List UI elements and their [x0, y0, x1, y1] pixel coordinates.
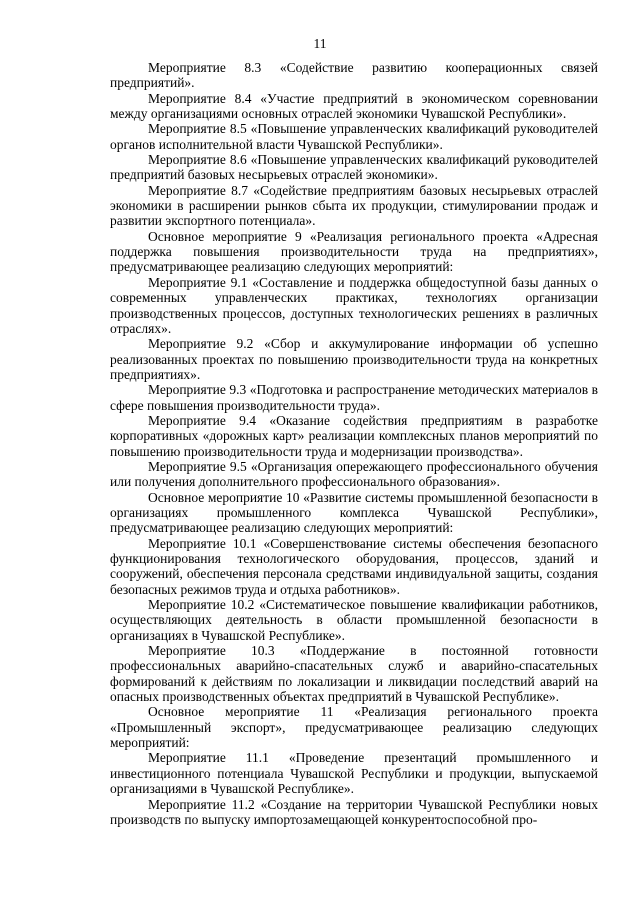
paragraph: Мероприятие 8.5 «Повышение управленческих квалификаций руководителей органов исполнительной власти Чувашской Республики». [110, 121, 598, 152]
paragraph: Основное мероприятие 11 «Реализация регионального проекта «Промышленный экспорт», предусматривающее реализацию следующих мероприятий: [110, 704, 598, 751]
paragraph: Мероприятие 11.2 «Создание на территории Чувашской Республики новых производств по выпуску импортозамещающей конкурентоспособной про- [110, 796, 598, 827]
document-body [110, 60, 598, 827]
paragraph: Мероприятие 9.4 «Оказание содействия предприятиям в разработке корпоративных «дорожных карт» реализации комплексных планов мероприятий по повышению производительности труда и модернизации производства». [110, 412, 598, 459]
paragraph: Мероприятие 9.2 «Сбор и аккумулирование информации об успешно реализованных проектах по повышению производительности труда на конкретных предприятиях». [110, 336, 598, 382]
paragraph: Основное мероприятие 9 «Реализация регионального проекта «Адресная поддержка повышения производительности труда на предприятиях», предусматривающее реализацию следующих мероприятий: [110, 228, 598, 275]
paragraph: Мероприятие 10.3 «Поддержание в постоянной готовности профессиональных аварийно-спасательных служб и аварийно-спасательных формирований к действиям по локализации и ликвидации последствий аварий на опасных производственных объектах предприятий в Чувашской Республике». [110, 643, 598, 705]
paragraph: Мероприятие 10.1 «Совершенствование системы обеспечения безопасного функционирования технологического оборудования, процессов, зданий и сооружений, обеспечения персонала средствами индивидуальной защиты, создания безопасных режимов труда и отдыха работников». [110, 535, 598, 597]
paragraph: Мероприятие 9.3 «Подготовка и распространение методических материалов в сфере повышения производительности труда». [110, 382, 598, 413]
paragraph: Мероприятие 8.4 «Участие предприятий в экономическом соревновании между организациями основных отраслей экономики Чувашской Республики». [110, 90, 598, 122]
page-number: 11 [313, 36, 327, 51]
paragraph: Мероприятие 11.1 «Проведение презентаций промышленного и инвестиционного потенциала Чувашской Республики и продукции, выпускаемой организациями в Чувашской Республике». [110, 750, 598, 797]
paragraph: Мероприятие 8.7 «Содействие предприятиям базовых несырьевых отраслей экономики в расширении рынков сбыта их продукции, стимулировании продаж и развитии экспортного потенциала». [110, 182, 598, 229]
paragraph: Мероприятие 8.3 «Содействие развитию кооперационных связей предприятий». [110, 60, 598, 91]
paragraph: Мероприятие 8.6 «Повышение управленческих квалификаций руководителей предприятий базовых несырьевых отраслей экономики». [110, 152, 598, 183]
paragraph: Мероприятие 10.2 «Систематическое повышение квалификации работников, осуществляющих деятельность в области промышленной безопасности в организациях в Чувашской Республике». [110, 597, 598, 643]
paragraph: Основное мероприятие 10 «Развитие системы промышленной безопасности в организациях промышленного комплекса Чувашской Республики», предусматривающее реализацию следующих мероприятий: [110, 489, 598, 536]
paragraph: Мероприятие 9.1 «Составление и поддержка общедоступной базы данных о современных управленческих практиках, технологиях организации производственных процессов, доступных технологических решениях в различных отраслях». [110, 274, 598, 336]
paragraph: Мероприятие 9.5 «Организация опережающего профессионального обучения или получения дополнительного профессионального образования». [110, 458, 598, 490]
